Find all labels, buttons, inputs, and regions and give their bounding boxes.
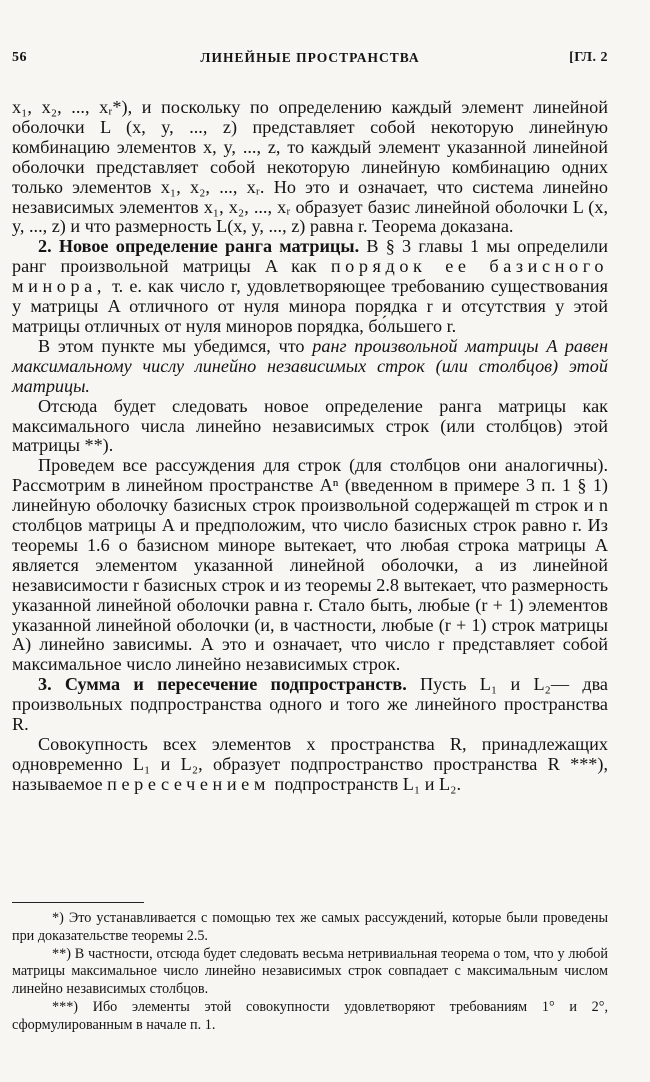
footnote: *) Это устанавливается с помощью тех же самых рассуждений, которые были проведены при доказательстве теоремы 2.5. [12, 910, 608, 944]
spaced-emphasis: порядок ее базисного минора, [12, 256, 609, 297]
paragraph-text: x₁, x₂, ..., xᵣ*), и поскольку по определению каждый элемент линейной оболочки L (x, y, ..., z) представляет собой некоторую линейную комбинацию элементов x, y, ..., z, то каждый элемент указанной линейной оболочки представляет собой некоторую линейную комбинацию одних только элементов x₁, x₂, ..., xᵣ. Но это и означает, что система линейно независимых элементов x₁, x₂, ..., xᵣ образует базис линейной оболочки L (x, y, ..., z) и что размерность L(x, y, ..., z) равна r. Теорема доказана. [12, 97, 608, 237]
paragraph [12, 98, 608, 237]
main-text [12, 98, 608, 795]
footnote-divider [12, 902, 144, 903]
paragraph [12, 337, 608, 397]
section-heading: 3. Сумма и пересечение подпространств. [38, 674, 407, 695]
paragraph-text: Проведем все рассуждения для строк (для столбцов они аналогичны). Рассмотрим в линейном пространстве Aⁿ (введенном в примере 3 п. 1 § 1) линейную оболочку базисных строк произвольной содержащей m строк и n столбцов матрицы A и предположим, что число базисных строк равно r. Из теоремы 1.6 о базисном миноре вытекает, что любая строка матрицы A является элементом указанной линейной оболочки, а из линейной независимости r базисных строк и из теоремы 2.8 вытекает, что размерность указанной линейной оболочки равна r. Стало быть, любые (r + 1) элементов указанной линейной оболочки (и, в частности, любые (r + 1) строк матрицы A) линейно зависимы. А это и означает, что число r представляет собой максимальное число линейно независимых строк. [12, 455, 608, 675]
footnote: ***) Ибо элементы этой совокупности удовлетворяют требованиям 1° и 2°, сформулированным в начале п. 1. [12, 998, 608, 1033]
paragraph [12, 397, 608, 457]
paragraph-text: подпространств L₁ и L₂. [274, 773, 462, 794]
paragraph-text: В этом пункте мы убедимся, что [38, 335, 305, 356]
page-header [12, 50, 608, 72]
paragraph-text: В § 3 главы 1 мы определили ранг произвольной матрицы A как [12, 236, 608, 277]
spaced-emphasis: пересечением [107, 773, 270, 794]
paragraph-text: Пусть L₁ и L₂— два произвольных подпространства одного и того же линейного пространства R. [12, 674, 608, 735]
footnotes [12, 910, 608, 1035]
paragraph [12, 456, 608, 675]
page-number: 56 [12, 50, 27, 65]
chapter-label: [ГЛ. 2 [569, 50, 608, 65]
section-3-paragraph [12, 675, 608, 735]
paragraph-text: Отсюда будет следовать новое определение ранга матрицы как максимального числа линейно независимых строк (или столбцов) этой матрицы **). [12, 395, 608, 456]
italic-statement: ранг произвольной матрицы A равен максимальному числу линейно независимых строк (или столбцов) этой матрицы. [12, 335, 609, 396]
paragraph-text: Совокупность всех элементов x пространства R, принадлежащих одновременно L₁ и L₂, образует подпространство пространства R ***), называемое [12, 734, 608, 794]
running-title: ЛИНЕЙНЫЕ ПРОСТРАНСТВА [200, 50, 420, 65]
section-2-paragraph [12, 237, 608, 337]
section-heading: 2. Новое определение ранга матрицы. [38, 236, 360, 257]
footnote: **) В частности, отсюда будет следовать весьма нетривиальная теорема о том, что у любой матрицы максимальное число линейно независимых строк совпадает с максимальным числом линейно независимых столбцов. [12, 945, 608, 997]
paragraph-text: т. е. как число r, удовлетворяющее требованию существования у матрицы A отличного от нуля минора порядка r и отсутствия у этой матрицы отличных от нуля миноров порядка, бо́льшего r. [12, 276, 608, 336]
paragraph [12, 735, 608, 795]
